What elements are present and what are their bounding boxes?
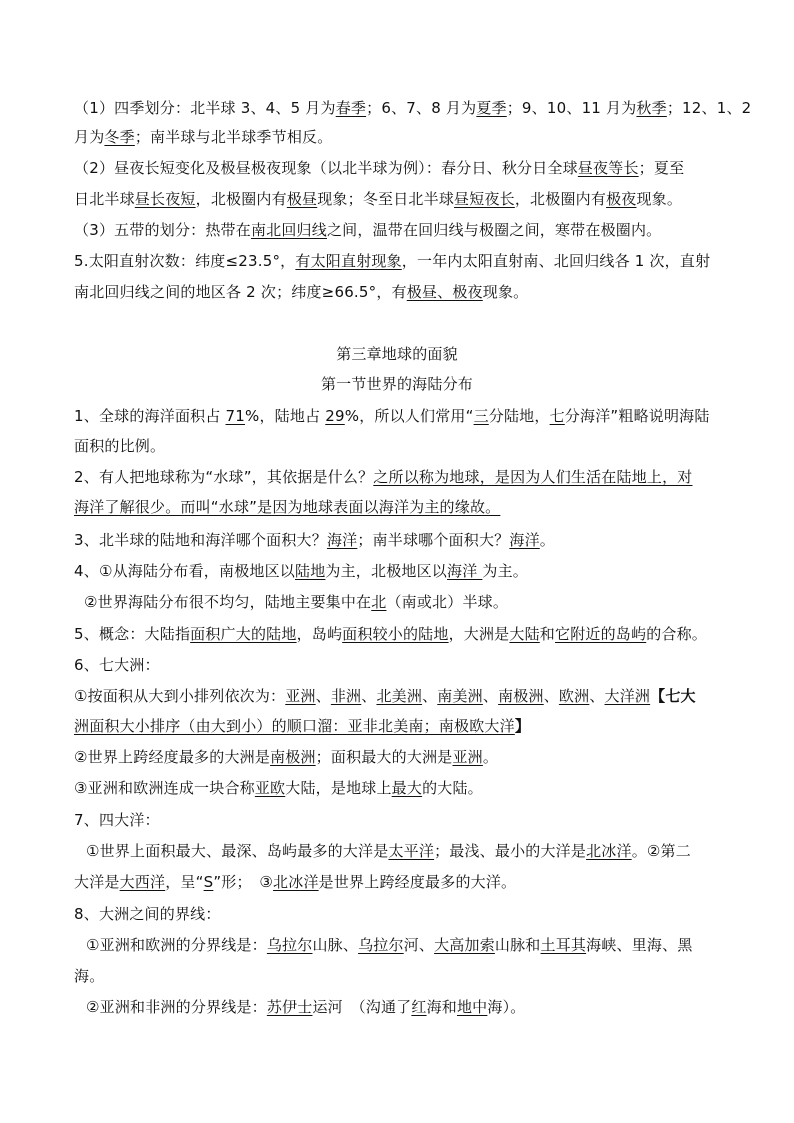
text-line: （3）五带的划分：热带在南北回归线之间，温带在回归线与极圈之间，寒带在极圈内。 bbox=[74, 221, 662, 239]
text-line: 海。 bbox=[74, 967, 105, 985]
text-line: 6、七大洲： bbox=[74, 656, 160, 674]
text-line: 7、四大洋： bbox=[74, 811, 160, 829]
text-line: 面积的比例。 bbox=[74, 437, 166, 455]
text-line: ②世界海陆分布很不均匀，陆地主要集中在北（南或北）半球。 bbox=[84, 593, 509, 611]
text-line: 1、全球的海洋面积占 71%，陆地占 29%，所以人们常用“三分陆地，七分海洋”粗略说明海陆 bbox=[74, 407, 710, 425]
text-line: 南北回归线之间的地区各 2 次；纬度≥66.5°，有极昼、极夜现象。 bbox=[74, 283, 529, 301]
text-line: （1）四季划分：北半球 3、4、5 月为春季；6、7、8 月为夏季；9、10、11 月为秋季；12、1、2 bbox=[74, 99, 752, 117]
text-line: ①世界上面积最大、最深、岛屿最多的大洋是太平洋；最浅、最小的大洋是北冰洋。②第二 bbox=[86, 842, 691, 860]
section-title: 第一节世界的海陆分布 bbox=[320, 375, 473, 393]
text-line: 8、大洲之间的界线： bbox=[74, 905, 221, 923]
text-line: 4、①从海陆分布看，南极地区以陆地为主，北极地区以海洋 为主。 bbox=[74, 562, 528, 580]
text-line: 月为冬季；南半球与北半球季节相反。 bbox=[74, 128, 333, 146]
text-line: ①按面积从大到小排列依次为：亚洲、非洲、北美洲、南美洲、南极洲、欧洲、大洋洲【七大 bbox=[74, 687, 696, 705]
text-line: 大洋是大西洋，呈“S”形； ③北冰洋是世界上跨经度最多的大洋。 bbox=[74, 873, 517, 891]
text-line: 2、有人把地球称为“水球”，其依据是什么？之所以称为地球，是因为人们生活在陆地上，对 bbox=[74, 468, 693, 486]
text-line: 海洋了解很少。而叫“水球”是因为地球表面以海洋为主的缘故。 bbox=[74, 498, 501, 516]
text-line: ③亚洲和欧洲连成一块合称亚欧大陆，是地球上最大的大陆。 bbox=[74, 779, 483, 797]
text-line: 洲面积大小排序（由大到小）的顺口溜：亚非北美南；南极欧大洋】 bbox=[74, 717, 531, 735]
text-line: ②亚洲和非洲的分界线是：苏伊士运河 （沟通了红海和地中海）。 bbox=[86, 998, 526, 1016]
text-line: 5、概念：大陆指面积广大的陆地，岛屿面积较小的陆地，大洲是大陆和它附近的岛屿的合称。 bbox=[74, 625, 708, 643]
text-line: （2）昼夜长短变化及极昼极夜现象（以北半球为例）：春分日、秋分日全球昼夜等长；夏至 bbox=[74, 159, 685, 177]
chapter-title: 第三章地球的面貌 bbox=[336, 345, 458, 363]
text-line: ②世界上跨经度最多的大洲是南极洲；面积最大的大洲是亚洲。 bbox=[74, 748, 499, 766]
text-line: 5.太阳直射次数：纬度≤23.5°，有太阳直射现象，一年内太阳直射南、北回归线各 1 次，直射 bbox=[74, 252, 711, 270]
text-line: 3、北半球的陆地和海洋哪个面积大？海洋；南半球哪个面积大？海洋。 bbox=[74, 531, 555, 549]
text-line: ①亚洲和欧洲的分界线是：乌拉尔山脉、乌拉尔河、大高加索山脉和土耳其海峡、里海、黑 bbox=[86, 936, 693, 954]
text-line: 日北半球昼长夜短，北极圈内有极昼现象；冬至日北半球昼短夜长，北极圈内有极夜现象。 bbox=[74, 190, 683, 208]
